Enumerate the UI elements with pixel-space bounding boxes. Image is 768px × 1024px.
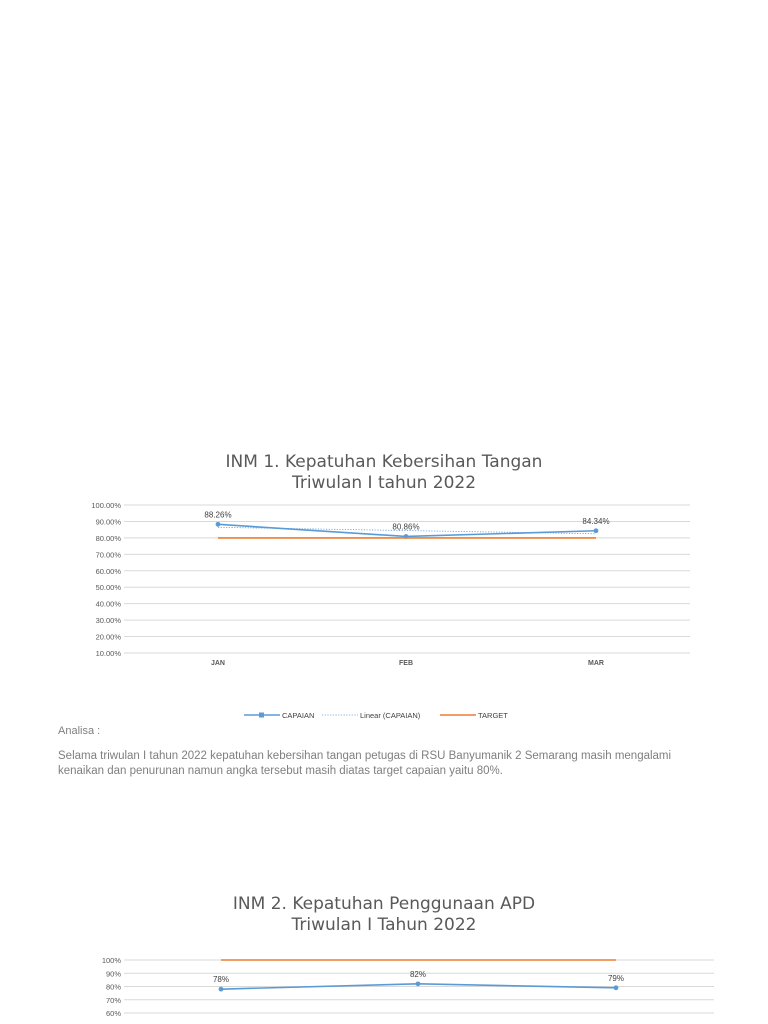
chart1-ytick-label: 30.00% (95, 616, 121, 626)
chart1-xtick-label: FEB (399, 660, 413, 667)
chart1-legend-label: CAPAIAN (282, 711, 315, 720)
chart1-legend-label: Linear (CAPAIAN) (360, 711, 421, 720)
chart1-ytick-label: 90.00% (95, 517, 121, 527)
chart2-ytick-label: 60% (105, 1009, 121, 1018)
chart1-title-line2: Triwulan I tahun 2022 (291, 473, 477, 493)
chart1-xtick-label: JAN (210, 660, 226, 667)
chart2-ytick-label: 70% (105, 995, 121, 1005)
chart1-legend-marker (259, 713, 264, 718)
chart2-data-label: 78% (212, 975, 230, 985)
chart1-data-point (594, 528, 599, 533)
chart1-title-line1: INM 1. Kepatuhan Kebersihan Tangan (225, 452, 543, 472)
chart2-title-line2: Triwulan I Tahun 2022 (291, 915, 477, 935)
analysis-label: Analisa : (58, 725, 101, 737)
chart1-ytick-label: 80.00% (95, 533, 121, 543)
chart2-data-label: 82% (409, 969, 427, 979)
chart2 (0, 950, 768, 1024)
chart1-ytick-label: 100.00% (91, 501, 121, 510)
chart2-ytick-label: 100% (101, 956, 121, 965)
chart1-data-label: 88.26% (204, 510, 232, 520)
chart2-data-point (219, 987, 224, 992)
chart1-ytick-label: 40.00% (95, 599, 121, 609)
chart1-ytick-label: 20.00% (95, 632, 121, 642)
chart2-data-point (614, 985, 619, 990)
chart2-ytick-label: 80% (105, 982, 121, 992)
chart1-data-label: 80.86% (392, 522, 420, 532)
chart2-title-line1: INM 2. Kepatuhan Penggunaan APD (232, 894, 536, 914)
chart1-ytick-label: 60.00% (95, 566, 121, 576)
chart2-title (0, 894, 768, 936)
chart2-ytick-label: 90% (105, 969, 121, 979)
chart1-ytick-label: 70.00% (95, 550, 121, 560)
chart2-data-label: 79% (607, 973, 625, 983)
chart1-data-point (216, 522, 221, 527)
chart1-data-label: 84.34% (582, 516, 610, 526)
chart1 (0, 495, 768, 727)
analysis-text: Selama triwulan I tahun 2022 kepatuhan kebersihan tangan petugas di RSU Banyumanik 2 Semarang masih mengalami kenaikan dan penurunan namun angka tersebut masih diatas target capaian yaitu 80%. (58, 750, 672, 777)
chart1-legend-label: TARGET (478, 711, 508, 720)
chart1-ytick-label: 10.00% (95, 649, 121, 658)
chart1-title (0, 452, 768, 494)
chart2-data-point (416, 981, 421, 986)
chart1-xtick-label: MAR (588, 660, 604, 667)
chart1-ytick-label: 50.00% (95, 583, 121, 593)
